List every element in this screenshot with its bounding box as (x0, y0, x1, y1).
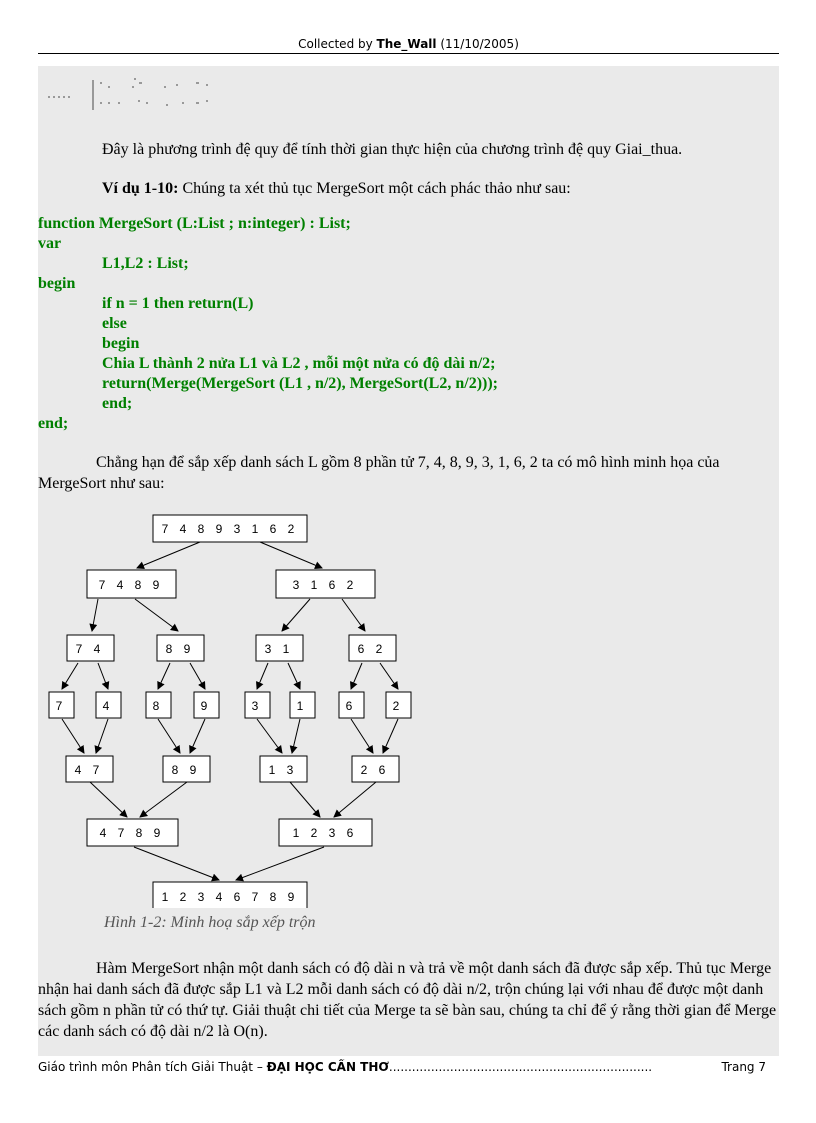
node-label: 2 6 (360, 763, 390, 777)
footer-dots: ..................................................................... (388, 1060, 653, 1074)
diagram-node-merge2-right (279, 819, 372, 846)
node-label: 1 2 3 4 6 7 8 9 (161, 890, 299, 904)
page-header (38, 36, 779, 52)
node-label: 8 (152, 699, 164, 713)
node-label: 7 4 (75, 642, 105, 656)
diagram-node-root (153, 515, 307, 542)
diagram-node-merge1 (66, 756, 113, 782)
code-line: if n = 1 then return(L) (102, 295, 254, 312)
footer-page-number: Trang 7 (721, 1060, 766, 1074)
header-prefix: Collected by (298, 37, 377, 51)
header-date: (11/10/2005) (436, 37, 519, 51)
node-label: 7 4 8 9 3 1 6 2 (161, 522, 299, 536)
diagram-node-leaf (386, 692, 411, 718)
paragraph-1: Đây là phương trình đệ quy để tính thời gian thực hiện của chương trình đệ quy Giai_thua. (102, 141, 683, 158)
example-text: Chúng ta xét thủ tục MergeSort một cách phác thảo như sau: (178, 180, 571, 197)
code-line: function MergeSort (L:List ; n:integer) : List; (38, 215, 351, 232)
diagram-node-result (153, 882, 307, 908)
paragraph-example-intro: Chẳng hạn để sắp xếp danh sách L gồm 8 phần tử 7, 4, 8, 9, 3, 1, 6, 2 ta có mô hình minh họa của MergeSort như sau: (38, 454, 720, 492)
paragraph-explanation: Hàm MergeSort nhận một danh sách có độ dài n và trả về một danh sách đã được sắp xếp. Thủ tục Merge nhận hai danh sách đã được sắp L1 và L2 mỗi danh sách có độ dài n/2, trộn chúng lại với nhau để được một danh sách gồm n phần tử có thứ tự. Giải thuật chi tiết của Merge ta sẽ bàn sau, chúng ta chỉ để ý rằng thời gian để Merge các danh sách có độ dài n/2 là O(n). (38, 960, 777, 1040)
diagram-node-merge1 (260, 756, 307, 782)
page-footer (38, 1059, 779, 1075)
equation-image (46, 74, 216, 114)
footer-university: ĐẠI HỌC CẦN THƠ (266, 1060, 389, 1074)
node-label: 4 (102, 699, 114, 713)
code-line: return(Merge(MergeSort (L1 , n/2), MergeSort(L2, n/2))); (102, 375, 498, 392)
node-label: 8 9 (171, 763, 201, 777)
example-label: Ví dụ 1-10: (102, 180, 179, 197)
code-block (38, 214, 779, 434)
code-line: Chia L thành 2 nửa L1 và L2 , mỗi một nửa có độ dài n/2; (102, 355, 496, 372)
code-line: begin (38, 275, 76, 292)
node-label: 2 (392, 699, 404, 713)
node-label: 4 7 8 9 (99, 826, 165, 840)
diagram-node-split1-right (276, 570, 375, 598)
node-label: 1 (296, 699, 308, 713)
node-label: 3 1 6 2 (292, 578, 358, 592)
footer-left (38, 1059, 652, 1075)
diagram-node-split2 (256, 635, 303, 661)
node-label: 6 (345, 699, 357, 713)
diagram-node-leaf (96, 692, 121, 718)
node-label: 3 1 (264, 642, 294, 656)
diagram-node-leaf (290, 692, 315, 718)
node-label: 4 7 (74, 763, 104, 777)
node-label: 7 (55, 699, 67, 713)
diagram-node-leaf (339, 692, 364, 718)
diagram-node-split2 (157, 635, 204, 661)
diagram-node-leaf (245, 692, 270, 718)
node-label: 9 (200, 699, 212, 713)
paragraph-example (38, 178, 779, 199)
diagram-node-split2 (67, 635, 114, 661)
code-line: else (102, 315, 127, 332)
diagram-node-merge1 (163, 756, 210, 782)
code-line: L1,L2 : List; (102, 255, 189, 272)
diagram-node-split1-left (87, 570, 176, 598)
mergesort-diagram (40, 508, 440, 908)
node-label: 1 3 (268, 763, 298, 777)
figure-caption: Hình 1-2: Minh hoạ sắp xếp trộn (104, 914, 316, 931)
diagram-node-leaf (146, 692, 171, 718)
diagram-node-merge1 (352, 756, 399, 782)
node-label: 8 9 (165, 642, 195, 656)
diagram-node-leaf (49, 692, 74, 718)
code-line: end; (38, 415, 69, 432)
code-line: end; (102, 395, 133, 412)
node-label: 3 (251, 699, 263, 713)
diagram-node-split2 (349, 635, 396, 661)
code-line: var (38, 235, 62, 252)
code-line: begin (102, 335, 140, 352)
footer-course: Giáo trình môn Phân tích Giải Thuật – (38, 1060, 267, 1074)
node-label: 6 2 (357, 642, 387, 656)
diagram-node-leaf (194, 692, 219, 718)
node-label: 7 4 8 9 (98, 578, 164, 592)
header-author: The_Wall (376, 37, 437, 51)
node-label: 1 2 3 6 (292, 826, 358, 840)
diagram-node-merge2-left (87, 819, 178, 846)
header-rule (38, 53, 779, 54)
